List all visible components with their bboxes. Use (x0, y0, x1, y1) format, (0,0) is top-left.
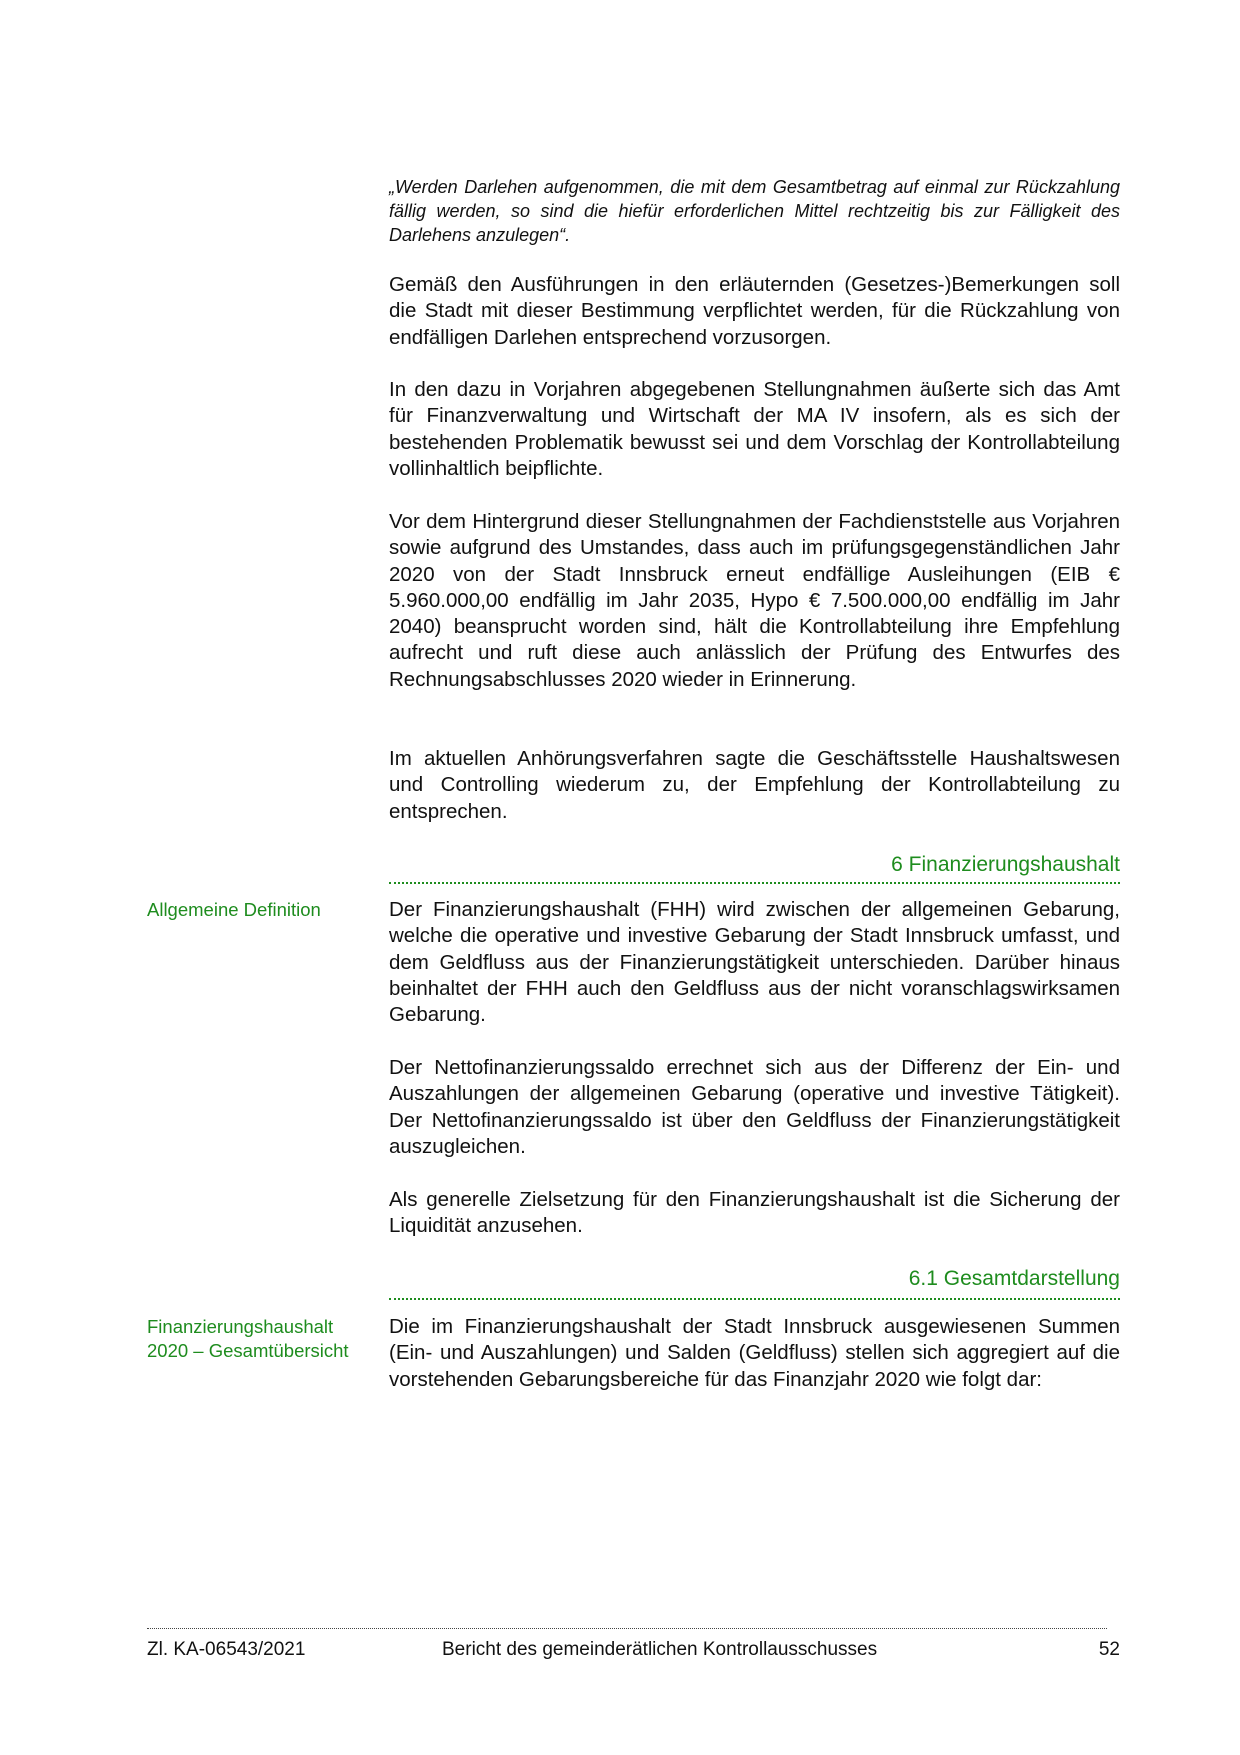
paragraph: In den dazu in Vorjahren abgegebenen Stellungnahmen äußerte sich das Amt für Finanzverwaltung und Wirtschaft der MA IV insofern, als es sich der bestehenden Problematik bewusst sei und dem Vorschlag der Kontrollabteilung vollinhaltlich beipflichte. (389, 378, 1120, 480)
paragraph: Der Finanzierungshaushalt (FHH) wird zwischen der allgemeinen Gebarung, welche die operative und investive Gebarung der Stadt Innsbruck umfasst, und dem Geldfluss aus der Finanzierungstätigkeit unterschieden. Darüber hinaus beinhaltet der FHH auch den Geldfluss aus der nicht voranschlagswirksamen Gebarung. (389, 898, 1120, 1027)
paragraph: Der Nettofinanzierungssaldo errechnet sich aus der Differenz der Ein- und Auszahlungen der allgemeinen Gebarung (operative und investive Tätigkeit). Der Nettofinanzierungssaldo ist über den Geldfluss der Finanzierungstätigkeit auszugleichen. (389, 1056, 1120, 1158)
paragraph: Die im Finanzierungshaushalt der Stadt Innsbruck ausgewiesenen Summen (Ein- und Auszahlungen) und Salden (Geldfluss) stellen sich aggregiert auf die vorstehenden Gebarungsbereiche für das Finanzjahr 2020 wie folgt dar: (389, 1315, 1120, 1391)
subsection-heading: 6.1 Gesamtdarstellung (908, 1267, 1120, 1290)
paragraph: Als generelle Zielsetzung für den Finanzierungshaushalt ist die Sicherung der Liquidität anzusehen. (389, 1188, 1120, 1238)
heading-divider (389, 882, 1120, 884)
section-heading: 6 Finanzierungshaushalt (891, 853, 1120, 876)
footer-reference: Zl. KA-06543/2021 (147, 1639, 306, 1660)
paragraph: Im aktuellen Anhörungsverfahren sagte die Geschäftsstelle Haushaltswesen und Controlling wiederum zu, der Empfehlung der Kontrollabteilung zu entsprechen. (389, 747, 1120, 823)
paragraph: Gemäß den Ausführungen in den erläuternden (Gesetzes-)Bemerkungen soll die Stadt mit dieser Bestimmung verpflichtet werden, für die Rückzahlung von endfälligen Darlehen entsprechend vorzusorgen. (389, 273, 1120, 349)
footer-divider (147, 1628, 1107, 1629)
footer-title: Bericht des gemeinderätlichen Kontrollausschusses (442, 1639, 878, 1660)
heading-divider (389, 1298, 1120, 1300)
margin-label: Finanzierungshaushalt 2020 – Gesamtübersicht (147, 1316, 349, 1361)
margin-label: Allgemeine Definition (147, 899, 321, 920)
paragraph: Vor dem Hintergrund dieser Stellungnahmen der Fachdienststelle aus Vorjahren sowie aufgrund des Umstandes, dass auch im prüfungsgegenständlichen Jahr 2020 von der Stadt Innsbruck erneut endfällige Ausleihungen (EIB € 5.960.000,00 endfällig im Jahr 2035, Hypo € 7.500.000,00 endfällig im Jahr 2040) beansprucht worden sind, hält die Kontrollabteilung ihre Empfehlung aufrecht und ruft diese auch anlässlich der Prüfung des Entwurfes des Rechnungsabschlusses 2020 wieder in Erinnerung. (389, 510, 1120, 691)
page-number: 52 (1098, 1639, 1120, 1660)
legal-quote: „Werden Darlehen aufgenommen, die mit dem Gesamtbetrag auf einmal zur Rückzahlung fällig werden, so sind die hiefür erforderlichen Mittel rechtzeitig bis zur Fälligkeit des Darlehens anzulegen“. (389, 177, 1120, 245)
